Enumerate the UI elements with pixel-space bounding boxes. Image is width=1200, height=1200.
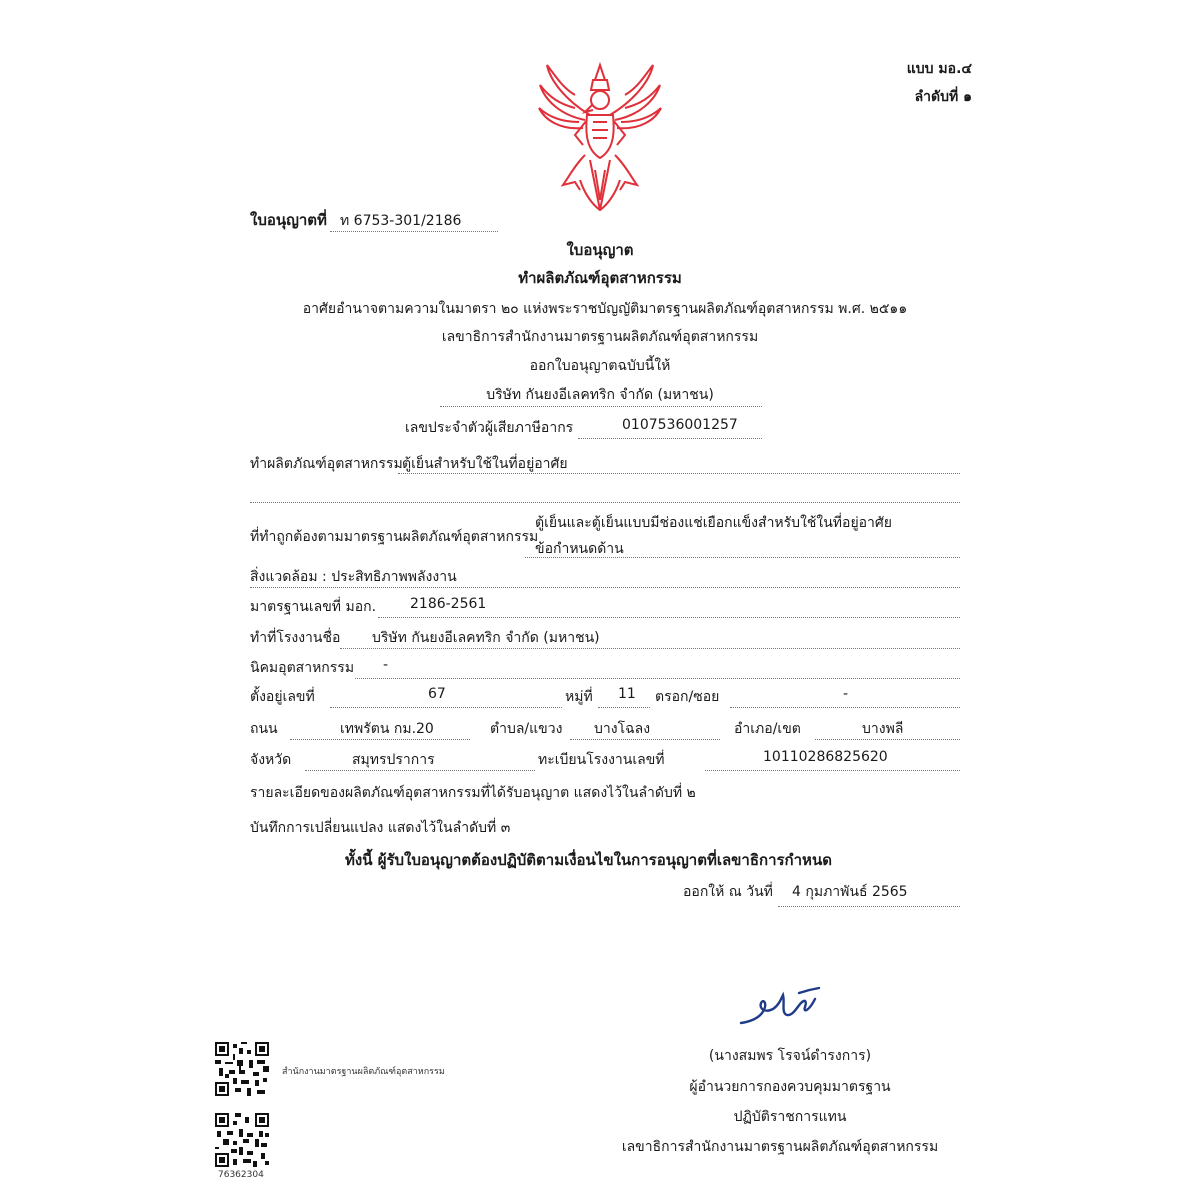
address-no-label: ตั้งอยู่เลขที่ bbox=[250, 689, 315, 705]
change-line: บันทึกการเปลี่ยนแปลง แสดงไว้ในลำดับที่ ๓ bbox=[250, 820, 511, 836]
standard-value: 2186-2561 bbox=[410, 596, 487, 612]
secretary-line: เลขาธิการสำนักงานมาตรฐานผลิตภัณฑ์อุตสาหกรรม bbox=[441, 329, 759, 345]
subdistrict-value: บางโฉลง bbox=[594, 721, 651, 737]
sequence-label: ลำดับที่ ๑ bbox=[914, 89, 972, 105]
subdistrict-label: ตำบล/แขวง bbox=[490, 721, 563, 737]
issue-line: ออกใบอนุญาตฉบับนี้ให้ bbox=[529, 358, 671, 374]
signer-title1: ผู้อำนวยการกองควบคุมมาตรฐาน bbox=[689, 1079, 891, 1095]
district-value: บางพลี bbox=[862, 721, 904, 737]
qr-caption: สำนักงานมาตรฐานผลิตภัณฑ์อุตสาหกรรม bbox=[282, 1067, 445, 1077]
conform-label: ที่ทำถูกต้องตามมาตรฐานผลิตภัณฑ์อุตสาหกรรม bbox=[250, 529, 539, 545]
province-label: จังหวัด bbox=[250, 752, 292, 768]
qr-code-icon bbox=[215, 1113, 269, 1167]
signer-title2: ปฏิบัติราชการแทน bbox=[733, 1109, 847, 1125]
road-value: เทพรัตน กม.20 bbox=[340, 721, 434, 737]
environment-line: สิ่งแวดล้อม : ประสิทธิภาพพลังงาน bbox=[250, 569, 457, 585]
title-line2: ทำผลิตภัณฑ์อุตสาหกรรม bbox=[518, 269, 682, 287]
product-label: ทำผลิตภัณฑ์อุตสาหกรรม bbox=[250, 456, 403, 472]
estate-label: นิคมอุตสาหกรรม bbox=[250, 660, 355, 676]
license-no-label: ใบอนุญาตที่ bbox=[250, 211, 327, 229]
factory-reg-label: ทะเบียนโรงงานเลขที่ bbox=[538, 752, 665, 768]
qr-code-icon bbox=[215, 1042, 269, 1096]
authority-line: อาศัยอำนาจตามความในมาตรา ๒๐ แห่งพระราชบัญญัติมาตรฐานผลิตภัณฑ์อุตสาหกรรม พ.ศ. ๒๕๑๑ bbox=[302, 301, 908, 317]
issued-label: ออกให้ ณ วันที่ bbox=[683, 884, 773, 900]
conform-value-line2: ข้อกำหนดด้าน bbox=[535, 541, 624, 557]
qr-number: 76362304 bbox=[218, 1170, 264, 1180]
soi-label: ตรอก/ซอย bbox=[655, 689, 720, 705]
factory-value: บริษัท กันยงอีเลคทริก จำกัด (มหาชน) bbox=[372, 630, 600, 646]
tax-id-label: เลขประจำตัวผู้เสียภาษีอากร bbox=[405, 420, 574, 436]
license-no-value: ท 6753-301/2186 bbox=[340, 213, 462, 229]
product-value: ตู้เย็นสำหรับใช้ในที่อยู่อาศัย bbox=[402, 456, 568, 472]
factory-reg-value: 10110286825620 bbox=[763, 749, 888, 765]
conform-value-line1: ตู้เย็นและตู้เย็นแบบมีช่องแช่เยือกแข็งสำหรับใช้ในที่อยู่อาศัย bbox=[535, 515, 893, 531]
standard-label: มาตรฐานเลขที่ มอก. bbox=[250, 599, 377, 615]
soi-value: - bbox=[843, 686, 849, 702]
condition-line: ทั้งนี้ ผู้รับใบอนุญาตต้องปฏิบัติตามเงื่อนไขในการอนุญาตที่เลขาธิการกำหนด bbox=[345, 851, 832, 869]
moo-value: 11 bbox=[618, 686, 636, 702]
signature-icon bbox=[735, 985, 825, 1030]
road-label: ถนน bbox=[250, 721, 278, 737]
signer-name: (นางสมพร โรจน์ดำรงการ) bbox=[708, 1048, 872, 1064]
form-code: แบบ มอ.๔ bbox=[906, 61, 972, 77]
detail-line: รายละเอียดของผลิตภัณฑ์อุตสาหกรรมที่ได้รับอนุญาต แสดงไว้ในลำดับที่ ๒ bbox=[250, 785, 696, 801]
moo-label: หมู่ที่ bbox=[565, 689, 593, 705]
address-no-value: 67 bbox=[428, 686, 446, 702]
district-label: อำเภอ/เขต bbox=[734, 721, 801, 737]
licensee-name: บริษัท กันยงอีเลคทริก จำกัด (มหาชน) bbox=[486, 387, 714, 403]
signer-title3: เลขาธิการสำนักงานมาตรฐานผลิตภัณฑ์อุตสาหกรรม bbox=[621, 1139, 939, 1155]
estate-value: - bbox=[383, 657, 389, 673]
tax-id-value: 0107536001257 bbox=[622, 417, 738, 433]
garuda-emblem-icon bbox=[535, 60, 665, 215]
title-line1: ใบอนุญาต bbox=[566, 241, 634, 259]
issued-date: 4 กุมภาพันธ์ 2565 bbox=[792, 884, 908, 900]
factory-label: ทำที่โรงงานชื่อ bbox=[250, 630, 341, 646]
province-value: สมุทรปราการ bbox=[352, 752, 435, 768]
